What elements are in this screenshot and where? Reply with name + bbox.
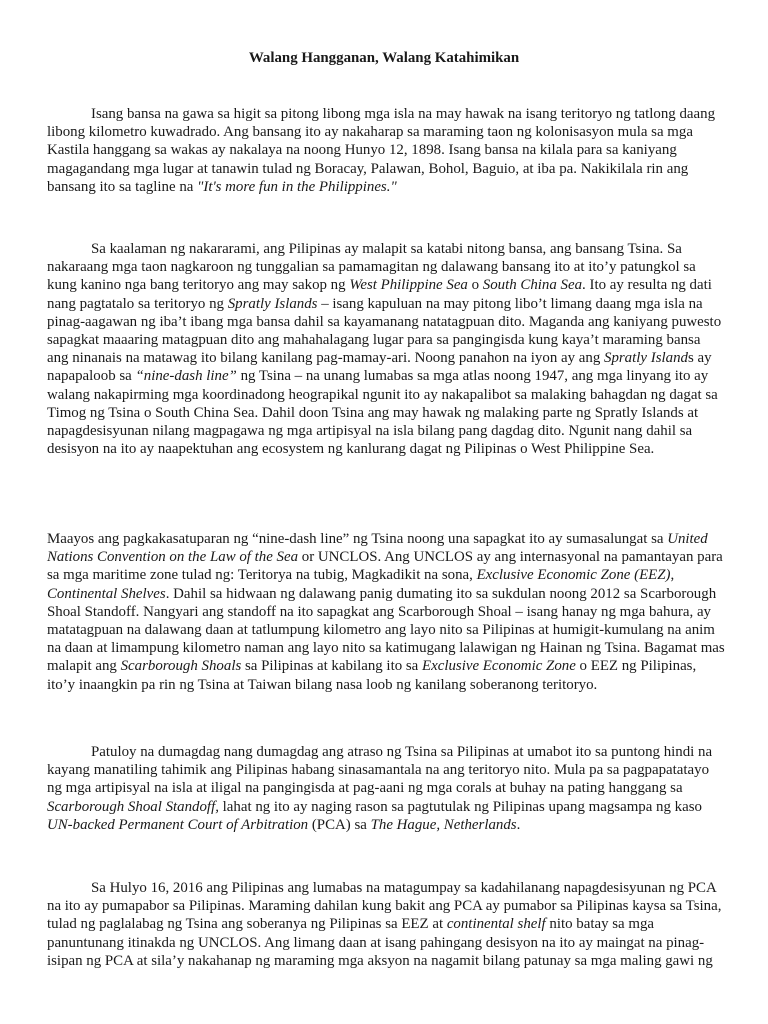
paragraph-2 xyxy=(47,240,725,458)
paragraph-1 xyxy=(47,105,725,196)
italic-text: Continental Shelves xyxy=(47,585,166,602)
italic-text: “nine-dash line” xyxy=(135,368,237,385)
text-run: Sa kaalaman ng nakararami, ang Pilipinas ay malapit sa katabi nitong bansa, ang bansang Tsina. Sa nakaraang mga taon nagkaroon ng tunggalian sa pamamagitan ng dalawang bansang ito at ito’y patungkol sa kung kanino nga bang teritoryo ang may sakop ng xyxy=(47,241,696,294)
italic-text: Exclusive Economic Zone xyxy=(422,658,576,675)
italic-text: Scarborough Shoal Standoff, xyxy=(47,798,219,815)
italic-text: Spratly Islands xyxy=(227,295,318,312)
text-run: . Dahil sa hidwaan ng dalawang panig dumating ito sa sukdulan noong 2012 sa Scarborough Shoal Standoff. Nangyari ang standoff na ito sapagkat ang Scarborough Shoal – isang hanay ng mga bahura, ay matatagpuan na dalawang daan at tatlumpung kilometro ang layo nito sa Pilipinas at humigit-kumulang na anim na daan at limampung kilometro naman ang layo nito sa katimugang lalawigan ng Hainan ng Tsina. Bagamat mas malapit ang xyxy=(47,585,725,675)
text-run: Maayos ang pagkakasatuparan ng “nine-dash line” ng Tsina noong una sapagkat ito ay sumasalungat sa xyxy=(47,531,668,547)
text-run: nito batay sa mga panuntunang itinakda ng UNCLOS. Ang limang daan at isang pahingang desisyon na ito ay maingat na pinag-isipan ng PCA at sila’y nakahanap ng maraming mga aksyon na nagamit bilang patunay sa mga maling gawi ng xyxy=(47,916,713,969)
document-title: Walang Hangganan, Walang Katahimikan xyxy=(248,50,520,66)
text-run: or UNCLOS. Ang UNCLOS ay ang internasyonal na pamantayan para sa mga maritime zone tulad ng: Teritorya na tubig, Magkadikit na sona, xyxy=(47,549,723,584)
text-run: , xyxy=(670,567,675,584)
text-run: Patuloy na dumagdag nang dumagdag ang atraso ng Tsina sa Pilipinas at umabot ito sa puntong hindi na kayang manatiling tahimik ang Pilipinas habang sinasamantala na ang teritoryo nito. Mula pa sa pagpapatatayo ng mga artipisyal na isla at iligal na pangingisda at pag-aani ng mga corals at buhay na pating hanggang sa xyxy=(47,744,713,797)
text-run: lahat ng ito ay naging rason sa pagtutulak ng Pilipinas upang magsampa ng kaso xyxy=(218,798,702,815)
paragraph-4 xyxy=(47,743,725,834)
italic-text: South China Sea xyxy=(482,277,583,294)
paragraph-5 xyxy=(47,879,725,970)
text-run: ng Tsina – na unang lumabas sa mga atlas noong 1947, ang mga linyang ito ay walang nakapirming mga koordinadong heograpikal ngunit ito ay nakapalibot sa malaking bahagdan ng dagat sa Timog ng Tsina o South China Sea. Dahil doon Tsina ang may hawak ng malaking parte ng Spratly Islands at napagdesisyunan nilang magpagawa ng mga artipisyal na isla bilang pang dagdag dito. Ngunit nang dahil sa desisyon na ito ay naapektuhan ang ecosystem ng kanlurang dagat ng Pilipinas o West Philippine Sea. xyxy=(47,368,718,458)
italic-text: Scarborough Shoals xyxy=(120,658,242,675)
text-run: Isang bansa na gawa sa higit sa pitong libong mga isla na may hawak na isang teritoryo ng tatlong daang libong kilometro kuwadrado. Ang bansang ito ay nakaharap sa maraming taon ng kolonisasyon mula sa mga Kastila hanggang sa wakas ay nakalaya na noong Hunyo 12, 1898. Isang bansa na kilala para sa kaniyang magagandang mga lugar at tanawin tulad ng Boracay, Palawan, Bohol, Baguio, at iba pa. Nakikilala rin ang bansang ito sa tagline na xyxy=(47,106,716,195)
italic-text: The Hague, Netherlands xyxy=(370,816,517,833)
italic-text: United Nations Convention on the Law of the Sea xyxy=(47,531,708,566)
text-run: sa Pilipinas at kabilang ito sa xyxy=(241,658,422,675)
text-run: o EEZ ng Pilipinas, ito’y inaangkin pa rin ng Tsina at Taiwan bilang nasa loob ng kanilang soberanong teritoryo. xyxy=(47,658,697,693)
text-run: (PCA) sa xyxy=(308,816,371,833)
text-run: s ay napapaloob sa xyxy=(47,350,712,385)
italic-text: "It's more fun in the Philippines." xyxy=(197,178,397,195)
text-run: – isang kapuluan na may pitong libo’t limang daang mga isla na pinag-aagawan ng iba’t ibang mga bansa dahil sa kayamanang natatagpuan dito. Maganda ang kaniyang puwesto sapagkat maaaring matagpuan dito ang mahahalagang lugar para sa pangingisda kung kaya’t maraming bansa ang ninanais na matawag ito bilang kanilang pag-mamay-ari. Noong panahon na iyon ay ang xyxy=(47,295,722,367)
text-run: o xyxy=(467,277,483,294)
italic-text: West Philippine Sea xyxy=(349,277,468,294)
italic-text: Spratly Island xyxy=(604,350,688,367)
italic-text: Exclusive Economic Zone (EEZ) xyxy=(476,567,671,584)
text-run: . Ito ay resulta ng dati nang pagtatalo sa teritoryo ng xyxy=(47,277,712,312)
text-run: . xyxy=(516,816,521,833)
italic-text: UN-backed Permanent Court of Arbitration xyxy=(47,816,309,833)
text-run: Sa Hulyo 16, 2016 ang Pilipinas ang lumabas na matagumpay sa kadahilanang napagdesisyunan ng PCA na ito ay pumapabor sa Pilipinas. Maraming dahilan kung bakit ang PCA ay pumabor sa Pilipinas kaysa sa Tsina, tulad ng paglalabag ng Tsina ang soberanya ng Pilipinas sa EEZ at xyxy=(47,880,722,933)
paragraph-3 xyxy=(47,530,725,694)
italic-text: continental shelf xyxy=(446,916,546,933)
